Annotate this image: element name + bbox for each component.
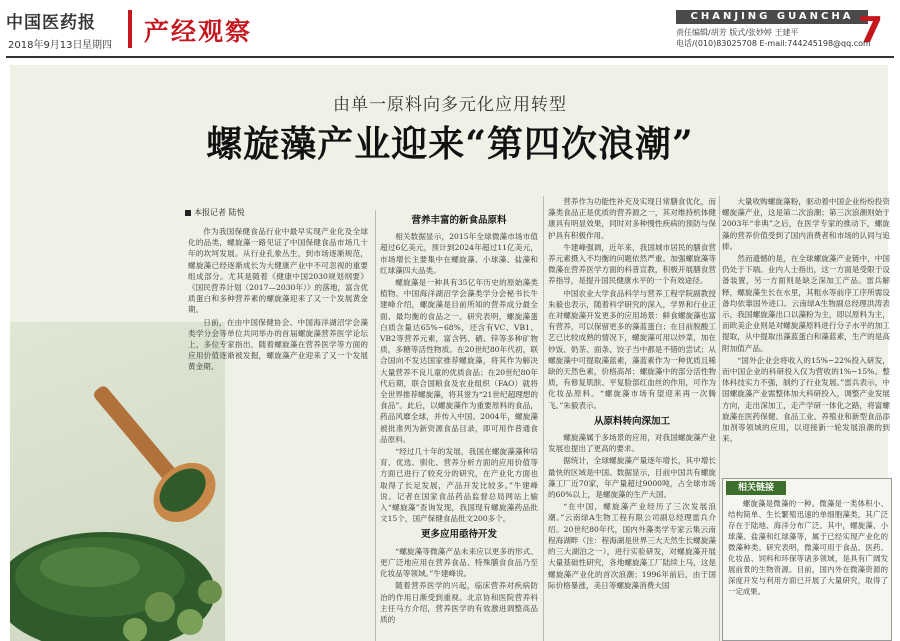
section-bar-accent bbox=[128, 10, 132, 48]
paragraph: 据统计，全球螺旋藻产量逐年增长，其中增长最快的区域是中国。数据显示，目前中国共有螺旋藻工厂近70家，年产量超过9000吨，占全球市场的60%以上，是螺旋藻的生产大国。 bbox=[548, 456, 716, 500]
section-heading: 营养丰富的新食品原料 bbox=[411, 215, 507, 226]
column-divider bbox=[719, 196, 720, 641]
paragraph: 营养作为功能性补充及实现日常膳食优化，而藻类食品正是优质的营养源之一，其对维持机体健康具有明显效果，同时对多种慢性疾病的预防与保护具有积极作用。 bbox=[548, 197, 716, 240]
paragraph: 作为我国保健食品行业中最早实现产业化及全球化的品类，螺旋藻一路见证了中国保健食品市场几十年的坎坷发展。从行业孔象丛生，到市场逐渐规范，螺旋藻已经逐渐成长为大健康产业中不可忽视的重要组成部分。尤其是随着《健康中国2030规划纲要》《国民营养计划（2017—2030年）》的落地，富含优质蛋白和多种营养素的螺旋藻迎来了又一个发展黄金期。 bbox=[188, 227, 368, 315]
paragraph: “在中国，螺旋藻产业经历了三次发展浪潮。”云南绿A生物工程有限公司副总经理雷兵介绍。20世纪80年代，国内外藻类学专家云集云南程海湖畔（注：程海湖是世界三大天然生长螺旋藻的三大湖泊之一），进行实验研发，对螺旋藻开展大量基础性研究，各地螺旋藻工厂陆续上马，这是螺旋藻产业化的首次浪潮；1996年前后，由于国际价格暴涨，美日等螺旋藻消费大国 bbox=[548, 502, 716, 590]
related-links-title: 相关链接 bbox=[726, 481, 786, 495]
article-column-1 bbox=[188, 226, 368, 414]
paragraph: 螺旋藻属于多场景的应用，对我国螺旋藻产业发展也提出了更高的要求。 bbox=[548, 433, 716, 454]
editor-credits: 责任编辑/胡芳 版式/张妙婷 王建平 bbox=[676, 28, 799, 37]
byline-marker bbox=[185, 210, 191, 216]
section-heading: 从原料转向深加工 bbox=[593, 415, 670, 427]
byline-text: 本报记者 陆悦 bbox=[194, 208, 245, 217]
section-heading: 更多应用亟待开发 bbox=[420, 529, 497, 541]
article-subtitle: 由单一原料向多元化应用转型 bbox=[333, 95, 567, 115]
paragraph: “经过几十年的发展，我国在螺旋藻藻种培育、优选、驯化、营养分析方面的应用价值等方面已进行了较充分的研究，在产业化方面也取得了长足发展，产品开发比较多。”牛建峰说。记者在国家食品药品监督总局网站上输入“螺旋藻”查询发现，我国现有螺旋藻药品批文15个，国产保健食品批文200多个。 bbox=[380, 447, 538, 524]
article-column-4 bbox=[722, 196, 890, 479]
related-links-text bbox=[728, 498, 888, 638]
paragraph: 随着营养医学的兴起，临床营养对疾病防治的作用日渐受到重视。北京协和医院营养科主任马方介绍，营养医学的有效激进调整高品质的 bbox=[380, 581, 538, 624]
byline bbox=[185, 207, 245, 218]
page-number: 7 bbox=[858, 10, 884, 51]
paragraph: 然而遗憾的是，在全球螺旋藻产业链中，中国仍处于下端。业内人士指出，这一方面是受限于设备装置，另一方面则是缺乏深加工产品。雷兵解释，螺旋藻生长在水里，其粗水等前序工序所需设备均依靠国外进口。云南绿A生物副总经理洪涛表示，我国螺旋藻出口以藻粉为主，即以原料为主，而欧美企业则是对螺旋藻原料进行分子水平的加工提取，从中提取出藻蓝蛋白和藻蓝素，生产的是高附加值产品。 bbox=[722, 254, 890, 353]
contact-info: 电话/(010)83025708 E-mail:744245198@qq.com bbox=[676, 39, 871, 48]
section-title: 产经观察 bbox=[144, 17, 253, 46]
article-headline: 螺旋藻产业迎来“第四次浪潮” bbox=[206, 123, 694, 165]
paragraph: “国外企业会将收入的15%~22%投入研发，而中国企业的科研投入仅为营收的1%~15%。整体科技实力不强，制约了行业发展。”雷兵表示，中国螺旋藻产业需整体加大科研投入，调整产业发展方向，走出深加工，走产学研一体化之路，将富螺旋藻在医药保健、食品工业、养殖业和新型食品添加剂等领域的应用，以迎接新一轮发展浪潮的到来。 bbox=[722, 355, 890, 444]
paragraph: 日前，在由中国保健协会、中国海洋湖沼学会藻类学分会等单位共同举办的首届螺旋藻营养医学论坛上，多位专家指出，随着螺旋藻在营养医学等方面的应用价值逐渐被发掘，螺旋藻产业迎来了又一个发展黄金期。 bbox=[188, 317, 368, 372]
article-column-3 bbox=[548, 196, 716, 641]
issue-date: 2018年9月13日 bbox=[8, 40, 83, 51]
paragraph: “螺旋藻等微藻产品未来应以更多的形式、更广泛地应用在营养食品、特殊膳食食品乃至化妆品等领域。”牛建峰说。 bbox=[380, 546, 538, 579]
article-column-2 bbox=[380, 210, 538, 641]
section-pinyin-banner: CHANJING GUANCHA bbox=[676, 10, 868, 24]
masthead-rule bbox=[6, 56, 894, 58]
paragraph: 相关数据显示，2015年全球微藻市场市值超过6亿美元，预计到2024年超过11亿美元，市场增长主要集中在螺旋藻、小球藻、盐藻和红球藻四大品类。 bbox=[380, 232, 538, 275]
column-divider bbox=[375, 210, 376, 641]
column-divider bbox=[543, 196, 544, 641]
issue-weekday: 星期四 bbox=[82, 40, 112, 51]
paper-logo: 中国医药报 bbox=[6, 13, 96, 33]
paragraph: 螺旋藻是微藻的一种。微藻是一类体积小、结构简单、生长繁殖迅速的单细胞藻类，其广泛存在于陆地、海洋分布广泛。其中，螺旋藻、小球藻、盐藻和红球藻等，属于已经实现产业化的微藻种类。研究表明，微藻可用于食品、医药、化妆品、饲料和环保等诸多领域，是具有广阔发展前景的生物资源。目前，国内外在微藻资源的深度开发与利用方面已开展了大量研究，取得了一定成果。 bbox=[728, 499, 888, 596]
paragraph: 牛建峰强调，近年来，我国城市居民的膳食营养元素摄入不均衡的问题依然严重。加强螺旋藻等微藻在营养医学方面的科普宣教，积极开展膳食营养指导，是提升国民健康水平的一个有效途径。 bbox=[548, 242, 716, 286]
paragraph: 大量收购螺旋藻粉，驱动着中国企业纷纷投资螺旋藻产业，这是第二次浪潮；第三次浪潮则始于2003年“非典”之后，在医学专家的推动下，螺旋藻的营养价值受到了国内消费者和市场的认同与追捧。 bbox=[722, 197, 890, 251]
paragraph: 螺旋藻是一种具有35亿年历史的原始藻类植物。中国海洋湖沼学会藻类学分会秘书长牛建峰介绍，螺旋藻是目前所知的营养成分最全面、最均衡的食品之一。研究表明，螺旋藻蛋白质含量达65%~68%，还含有VC、VB1、VB2等营养元素，富含钙、硒、锌等多种矿物质，多糖等活性物质。在20世纪80年代初，联合国向不发达国家推荐螺旋藻，将其作为解决大量营养不良儿童的优质食品；在20世纪80年代后期，联合国粮食及农业组织（FAO）就将全世界推荐螺旋藻，将其誉为“21世纪超理想的食品”。此后，以螺旋藻作为重要原料的食品，药品风靡全球，并传入中国。2004年，螺旋藻被批准列为新资源食品目录，即可用作普通食品原料。 bbox=[380, 278, 538, 444]
paragraph: 中国农业大学食品科学与营养工程学院副教授朱毅也表示，随着科学研究的深入，学界和行业正在对螺旋藻开发更多的应用场景：鲜食螺旋藻也富有营养，可以保留更多的藻蓝蛋白；在目前脱酸工艺已比较成熟的情况下，螺旋藻可用以炒菜，加在炒饭、奶茶、面条、饺子当中都是不错的尝试；从螺旋藻中可提取藻蓝素，藻蓝素作为一种优质且稀缺的天然色素，价格高昂；螺旋藻中的部分活性物质，有修复肌肤、平复脸部红血丝的作用，可作为化妆品原料。“螺旋藻市场有望迎来再一次腾飞。”朱毅表示。 bbox=[548, 288, 716, 410]
